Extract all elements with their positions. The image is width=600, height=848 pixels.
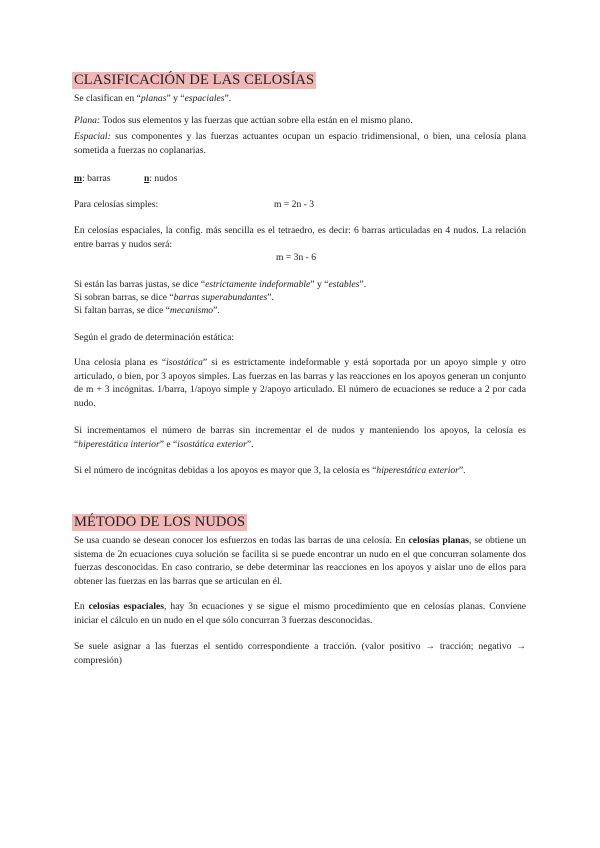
text-run: ”. (267, 292, 274, 303)
term: mecanismo (169, 305, 214, 316)
text-run: ”. (213, 305, 220, 316)
text-run: ” si es estrictamente indeformable y está soportada por un apoyo simple y otro articulado, o bien, por 3 apoyos simples. Las fuerzas en las barras y las reacciones en los apoyos generan un conjunto de m + 3 incógnitas. 1/barra, 1/apoyo simple y 2/apoyo articulado. El número de ecuaciones se reduce a 2 por cada nudo. (74, 357, 526, 409)
text-run: , se obtiene un sistema de 2n ecuaciones cuya solución se facilita si se puede encontrar un nudo en el que concurran solamente dos fuerzas desconocidas. En caso contrario, se debe determinar las reacciones en los apoyos y aislar uno de ellos para obtener las fuerzas en las barras que se articulan en él. (74, 535, 526, 587)
text-run: Si faltan barras, se dice “ (74, 305, 170, 316)
text-run: En (74, 601, 89, 612)
formula-simple: m = 2n - 3 (274, 199, 315, 210)
text-run: Se usa cuando se desean conocer los esfuerzos en todas las barras de una celosía. En (74, 535, 409, 546)
label-plana: Plana: (74, 115, 101, 126)
legend-nudos (144, 172, 177, 185)
text-run: sus componentes y las fuerzas actuantes ocupan un espacio tridimensional, o bien, una celosía plana sometida a fuerzas no coplanarias. (74, 131, 526, 156)
text-run: ”. (458, 465, 466, 476)
term: barras superabundantes (173, 292, 268, 303)
text-run: ” y “ (166, 93, 185, 104)
term: estrictamente indeformable (205, 279, 311, 290)
symbol-n: n (144, 173, 150, 184)
incrementamos-paragraph (74, 424, 526, 451)
definition-plana (74, 114, 526, 128)
text-run: , hay 3n ecuaciones y se sigue el mismo procedimiento que en celosías planas. Conviene iniciar el cálculo en un nudo en el que sólo concurran 3 fuerzas desconocidas. (74, 601, 527, 626)
grado-line: Según el grado de determinación estática: (74, 332, 235, 343)
text-run: Se clasifican en “ (74, 93, 141, 104)
definition-espacial (74, 130, 526, 157)
text-run: Si sobran barras, se dice “ (74, 292, 174, 303)
metodo-paragraph-1 (74, 534, 526, 588)
text-run: ”. (224, 93, 232, 104)
term-bold: celosías espaciales (88, 601, 165, 612)
label-espacial: Espacial: (74, 131, 111, 142)
text-run: Si están las barras justas, se dice “ (74, 279, 206, 290)
metodo-paragraph-3: Se suele asignar a las fuerzas el sentido correspondiente a tracción. (valor positivo → tracción; negativo → compresión) (74, 641, 526, 666)
mayor-paragraph (74, 464, 526, 478)
text-run: ”. (359, 279, 367, 290)
metodo-paragraph-2 (74, 600, 526, 627)
justas-line (74, 278, 526, 292)
text-run: Una celosía plana es “ (74, 357, 167, 368)
sobran-line (74, 291, 526, 305)
text-run: ” y “ (310, 279, 329, 290)
section-title-clasificacion: CLASIFICACIÓN DE LAS CELOSÍAS (74, 72, 315, 88)
simple-label: Para celosías simples: (74, 199, 159, 210)
legend-barras (74, 172, 111, 185)
text-run: Si el número de incógnitas debidas a los apoyos es mayor que 3, la celosía es “ (74, 465, 377, 476)
term: isostática (166, 357, 203, 368)
section-title-metodo: MÉTODO DE LOS NUDOS (74, 514, 246, 530)
term: hiperestática exterior (376, 465, 459, 476)
term: estables (328, 279, 360, 290)
text-run: : nudos (149, 173, 178, 184)
symbol-m: m (74, 173, 82, 184)
term-espaciales: espaciales (184, 93, 225, 104)
text-run: Si incrementamos el número de barras sin incrementar el de nudos y manteniendo los apoyos, la celosía es “ (74, 425, 526, 450)
text-run: ” e “ (159, 438, 178, 450)
faltan-line (74, 304, 526, 318)
term: isostática exterior (177, 438, 247, 450)
espaciales-paragraph: En celosías espaciales, la config. más sencilla es el tetraedro, es decir: 6 barras articuladas en 4 nudos. La relación entre barras y nudos será: (74, 225, 526, 250)
term: hiperestática interior (78, 438, 160, 450)
text-run: Todos sus elementos y las fuerzas que actúan sobre ella están en el mismo plano. (100, 115, 413, 126)
text-run: ”. (246, 438, 254, 450)
isostatica-paragraph (74, 356, 526, 410)
formula-espacial: m = 3n - 6 (276, 252, 317, 263)
intro-paragraph (74, 92, 526, 106)
text-run: : barras (82, 173, 111, 184)
term-bold: celosías planas (408, 535, 470, 546)
term-planas: planas (140, 93, 167, 104)
